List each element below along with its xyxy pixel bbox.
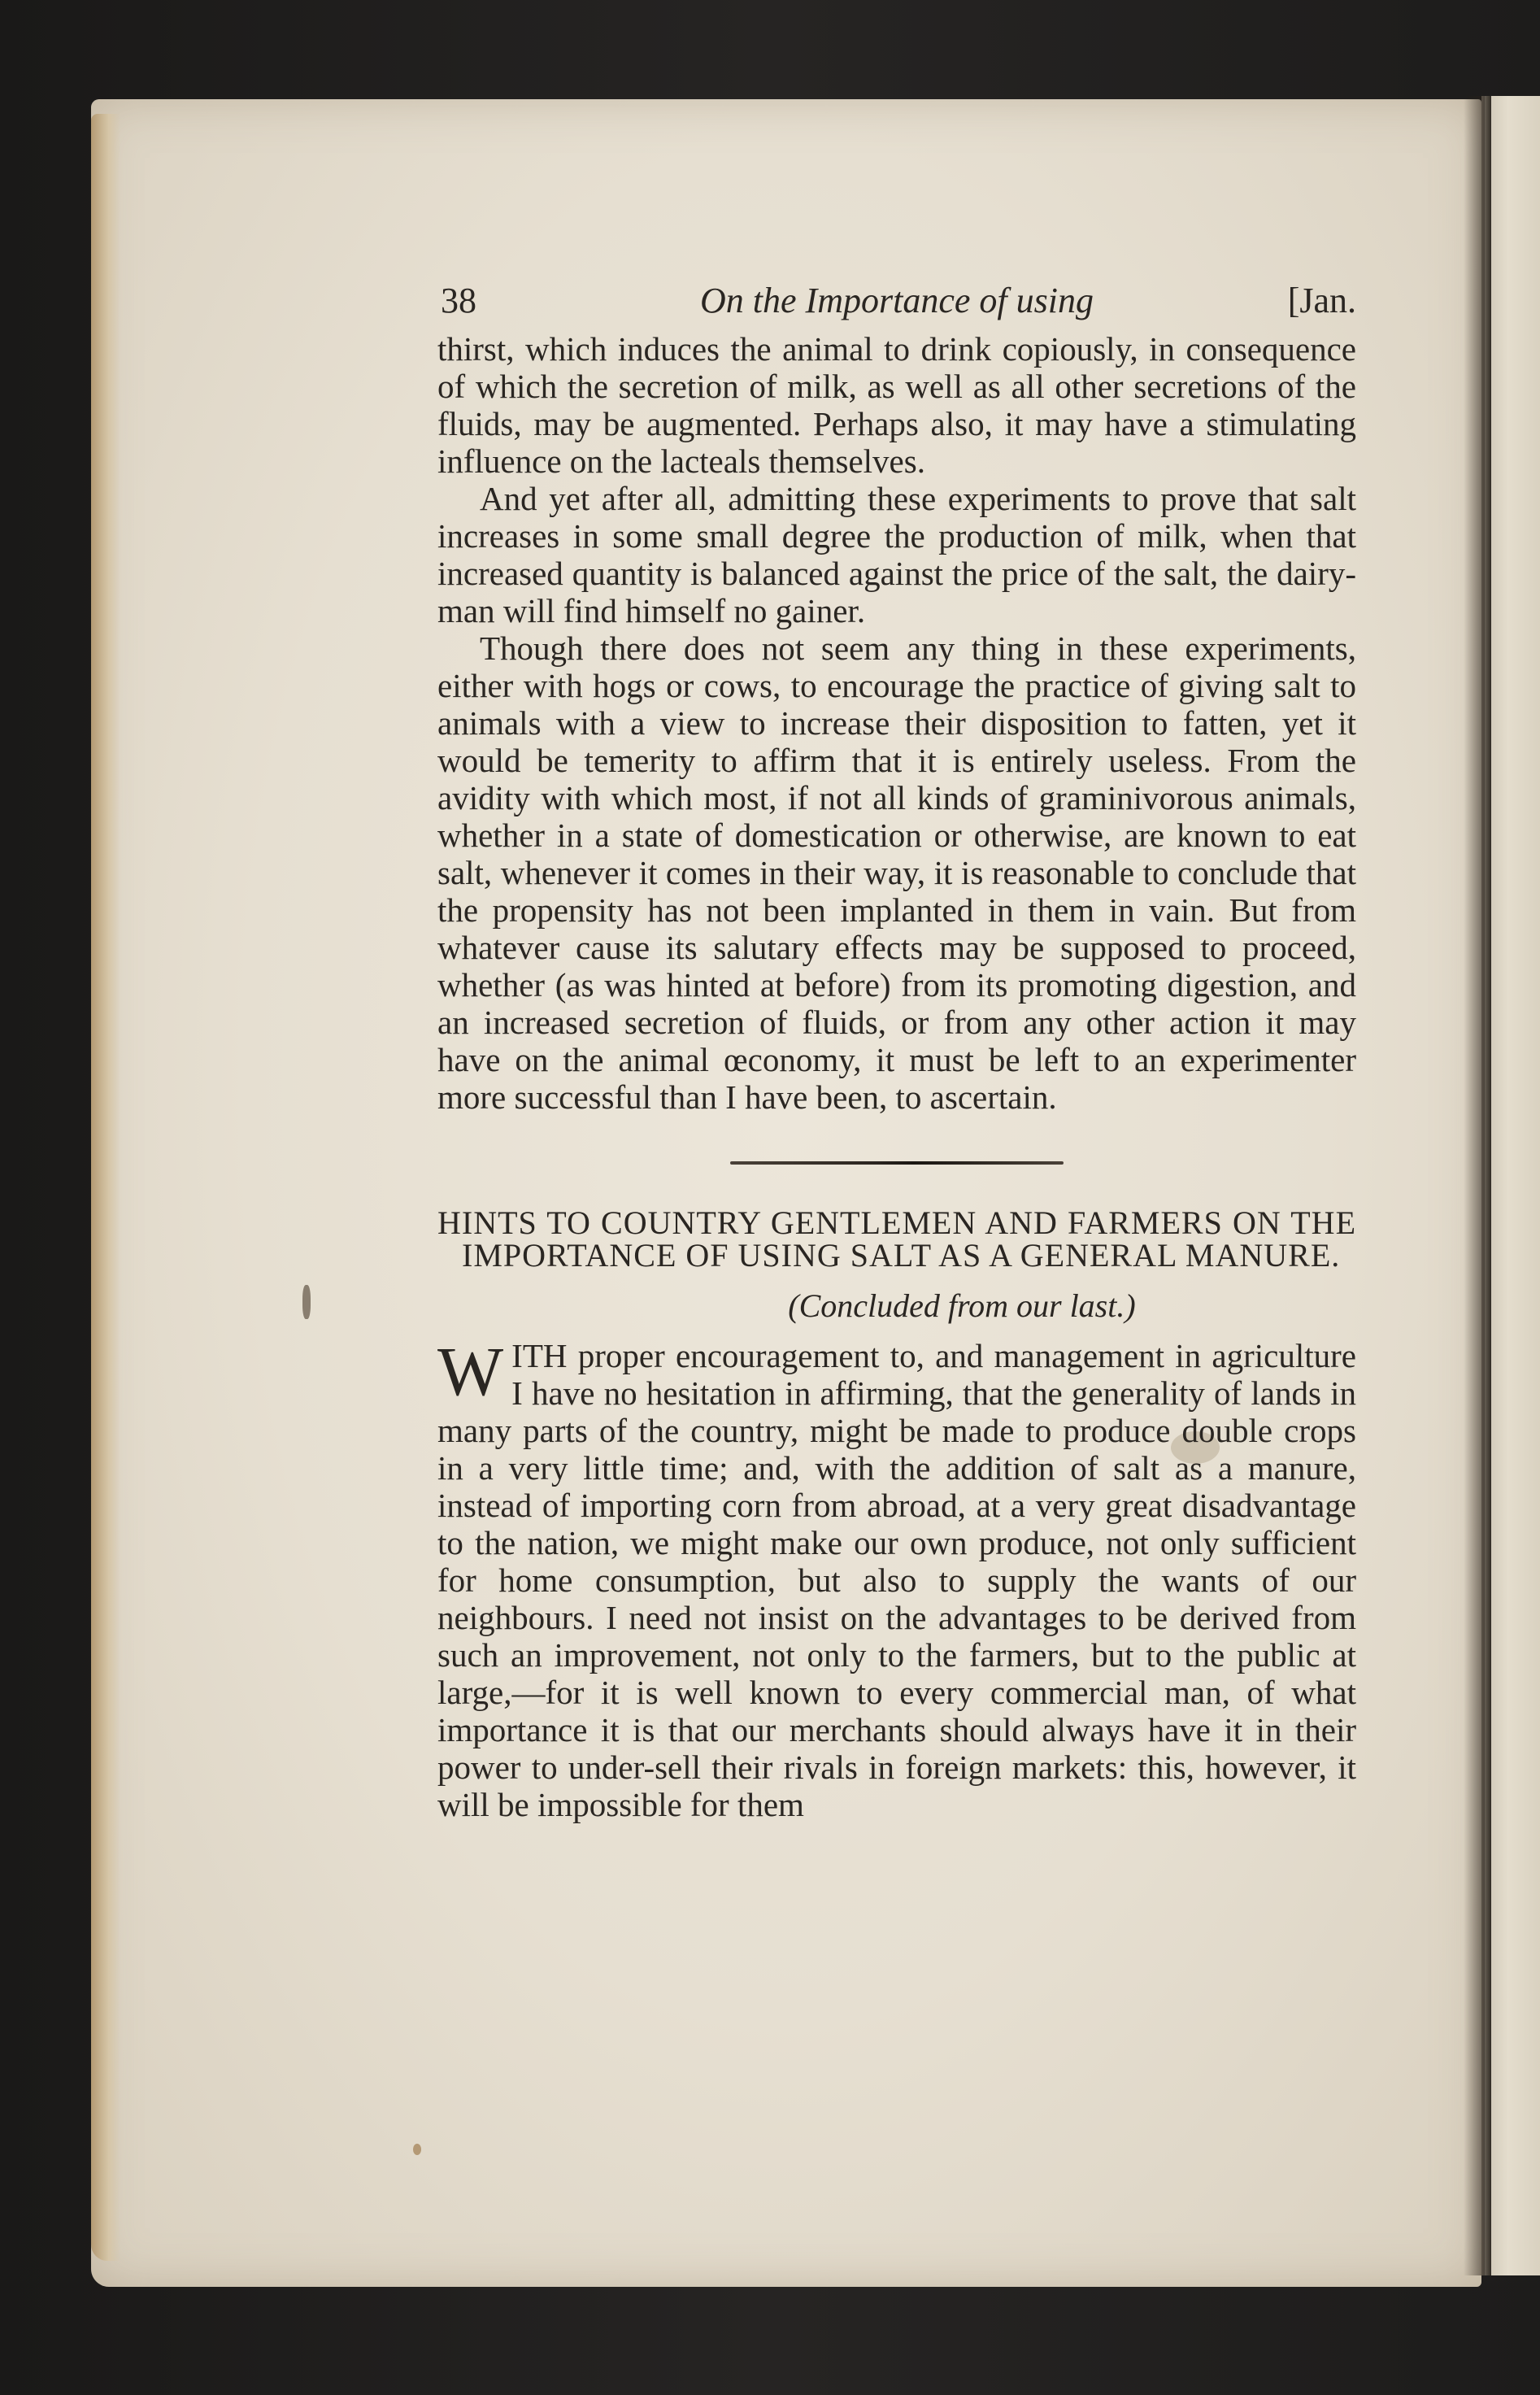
body-paragraph: And yet after all, admitting these experiments to prove that salt increases in some small degree the production of milk, when that increased quantity is balanced against the price of the salt, the dairy-man will find himself no gainer. <box>437 480 1356 629</box>
section-divider <box>437 1116 1356 1207</box>
article-title: HINTS TO COUNTRY GENTLEMEN AND FARMERS ON THE IMPORTANCE OF USING SALT AS A GENERAL MANURE. <box>437 1204 1356 1274</box>
binding-gutter <box>1464 96 1491 2275</box>
paper-stain <box>302 1285 311 1319</box>
body-paragraph: Though there does not seem any thing in these experiments, either with hogs or cows, to encourage the practice of giving salt to animals with a view to increase their disposition to fatten, yet it would be temerity to affirm that it is entirely useless. From the avidity with which most, if not all kinds of graminivorous animals, whether in a state of domestication or otherwise, are known to eat salt, whenever it comes in their way, it is reasonable to conclude that the propensity has not been implanted in them in vain. But from whatever cause its salutary effects may be supposed to proceed, whether (as was hinted at before) from its promoting digestion, and an increased secretion of fluids, or from any other action it may have on the animal œconomy, it must be left to an experimenter more successful than I have been, to ascertain. <box>437 629 1356 1116</box>
article-body-text: ITH proper encouragement to, and management in agriculture I have no hesitation in affirming, that the generality of lands in many parts of the country, might be made to produce double crops in a very little time; and, with the addition of salt as a manure, instead of importing corn from abroad, at a very great disadvantage to the nation, we might make our own produce, not only sufficient for home consumption, but also to supply the wants of our neighbours. I need not insist on the advantages to be derived from such an improvement, not only to the farmers, but to the public at large,—for it is well known to every commercial man, of what importance it is that our merchants should always have it in their power to under-sell their rivals in foreign markets: this, however, it will be impossible for them <box>437 1337 1356 1823</box>
divider-rule <box>730 1161 1064 1165</box>
running-title: On the Importance of using <box>700 281 1094 320</box>
page-left-edge <box>91 114 120 2261</box>
paper-stain <box>413 2144 421 2155</box>
article-body <box>437 1332 1356 1823</box>
running-month: [Jan. <box>1287 281 1356 320</box>
running-head <box>437 277 1356 325</box>
page-number: 38 <box>441 281 476 320</box>
page-content <box>437 277 1356 1823</box>
article-subtitle: (Concluded from our last.) <box>788 1287 1136 1324</box>
drop-cap: W <box>437 1332 504 1410</box>
body-paragraph: thirst, which induces the animal to drink copiously, in consequence of which the secretion of milk, as well as all other secretions of the fluids, may be augmented. Perhaps also, it may have a stimulating influence on the lacteals themselves. <box>437 330 1356 480</box>
